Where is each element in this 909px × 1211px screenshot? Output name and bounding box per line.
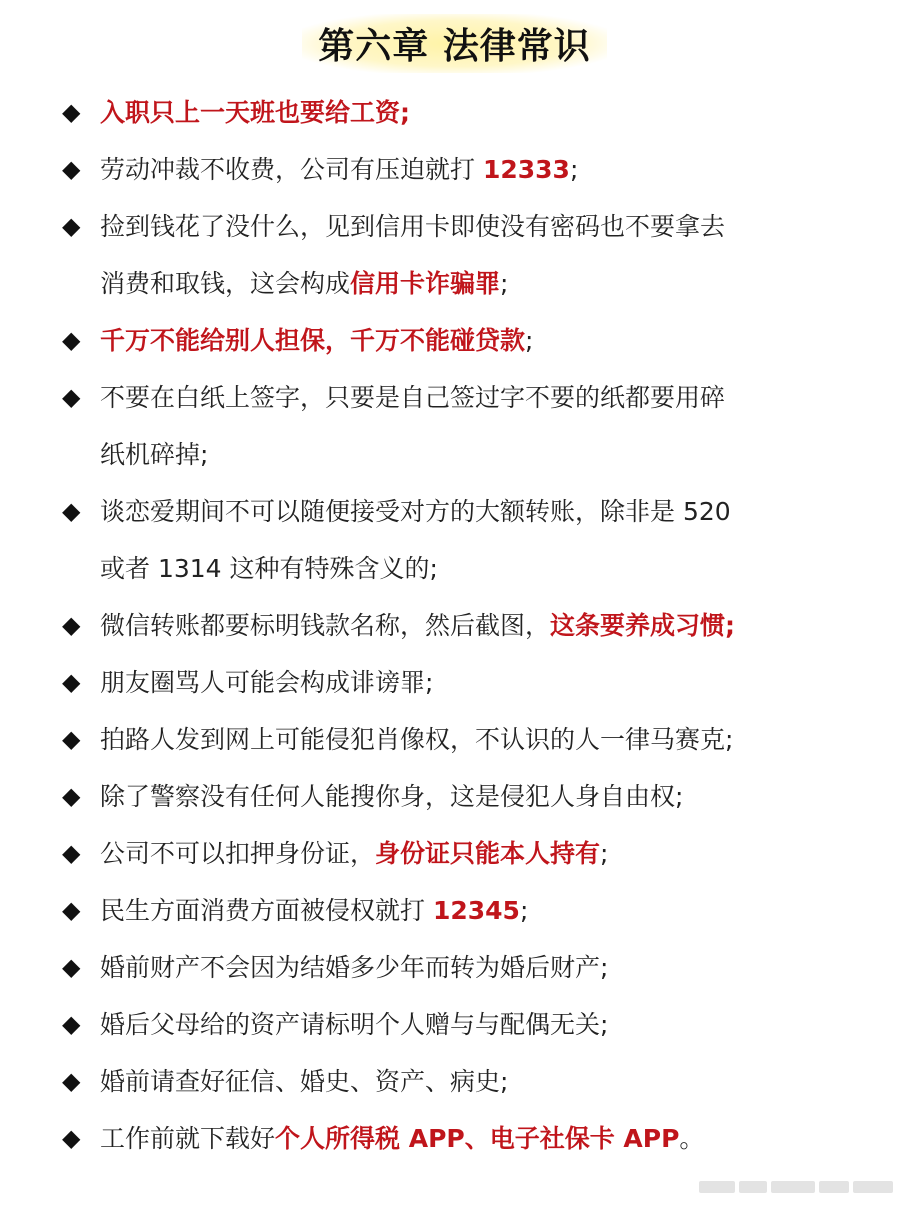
watermark-block	[853, 1181, 893, 1193]
item-text: 不要在白纸上签字，只要是自己签过字不要的纸都要用碎	[100, 383, 726, 412]
item-text: 民生方面消费方面被侵权就打	[100, 896, 433, 925]
highlighted-text: 信用卡诈骗罪	[350, 269, 501, 298]
item-text: ;	[600, 839, 609, 868]
item-text: 消费和取钱，这会构成	[100, 269, 351, 298]
highlighted-text: 12345	[432, 896, 520, 925]
watermark-block	[819, 1181, 849, 1193]
list-item	[62, 483, 892, 540]
diamond-bullet-icon: ◆	[62, 383, 81, 411]
item-text: 捡到钱花了没什么，见到信用卡即使没有密码也不要拿去	[100, 212, 726, 241]
list-item	[62, 654, 892, 711]
list-item	[62, 84, 892, 141]
item-text: 劳动冲裁不收费，公司有压迫就打	[100, 155, 483, 184]
list-item	[62, 882, 892, 939]
item-text: 谈恋爱期间不可以随便接受对方的大额转账，除非是 520	[100, 497, 731, 526]
diamond-bullet-icon: ◆	[62, 1010, 81, 1038]
diamond-bullet-icon: ◆	[62, 725, 81, 753]
diamond-bullet-icon: ◆	[62, 668, 81, 696]
list-item	[62, 369, 892, 426]
highlighted-text: 12333	[482, 155, 570, 184]
item-text: 微信转账都要标明钱款名称，然后截图，	[100, 611, 551, 640]
item-text: 婚后父母给的资产请标明个人赠与与配偶无关;	[100, 1010, 609, 1039]
diamond-bullet-icon: ◆	[62, 1124, 81, 1152]
diamond-bullet-icon: ◆	[62, 839, 81, 867]
highlighted-text: 千万不能给别人担保，千万不能碰贷款	[100, 326, 526, 355]
diamond-bullet-icon: ◆	[62, 497, 81, 525]
list-item	[62, 198, 892, 255]
list-item	[62, 825, 892, 882]
watermark-block	[771, 1181, 815, 1193]
highlighted-text: 这条要养成习惯;	[550, 611, 736, 640]
list-item	[62, 768, 892, 825]
item-text: ;	[519, 896, 529, 925]
watermark-block	[739, 1181, 767, 1193]
item-text: 公司不可以扣押身份证，	[100, 839, 376, 868]
list-item	[62, 1053, 892, 1110]
diamond-bullet-icon: ◆	[62, 782, 81, 810]
item-text: 朋友圈骂人可能会构成诽谤罪;	[100, 668, 434, 697]
diamond-bullet-icon: ◆	[62, 326, 81, 354]
item-text: 婚前请查好征信、婚史、资产、病史;	[100, 1067, 509, 1096]
list-item	[62, 255, 892, 312]
highlighted-text: 入职只上一天班也要给工资;	[100, 98, 410, 127]
item-text: 工作前就下载好	[100, 1124, 276, 1153]
list-item	[62, 1110, 892, 1167]
item-text: ;	[500, 269, 509, 298]
list-item	[62, 426, 892, 483]
item-text: 纸机碎掉;	[100, 440, 209, 469]
list-item	[62, 996, 892, 1053]
item-text: 或者 1314 这种有特殊含义的;	[100, 554, 438, 583]
item-text: ;	[569, 155, 579, 184]
list-item	[62, 597, 892, 654]
list-item	[62, 312, 892, 369]
item-text: ;	[525, 326, 534, 355]
title-wrap	[0, 14, 909, 73]
list-item	[62, 141, 892, 198]
page-title: 第六章 法律常识	[302, 14, 607, 73]
diamond-bullet-icon: ◆	[62, 98, 81, 126]
highlighted-text: 身份证只能本人持有	[375, 839, 601, 868]
item-text: 拍路人发到网上可能侵犯肖像权，不认识的人一律马赛克;	[100, 725, 734, 754]
item-text: 婚前财产不会因为结婚多少年而转为婚后财产;	[100, 953, 609, 982]
diamond-bullet-icon: ◆	[62, 1067, 81, 1095]
diamond-bullet-icon: ◆	[62, 155, 81, 183]
diamond-bullet-icon: ◆	[62, 896, 81, 924]
diamond-bullet-icon: ◆	[62, 611, 81, 639]
watermark	[699, 1177, 899, 1197]
watermark-block	[699, 1181, 735, 1193]
highlighted-text: 个人所得税 APP、电子社保卡 APP	[275, 1124, 680, 1153]
law-tips-list	[62, 84, 892, 1167]
list-item	[62, 711, 892, 768]
diamond-bullet-icon: ◆	[62, 212, 81, 240]
item-text: 除了警察没有任何人能搜你身，这是侵犯人身自由权;	[100, 782, 684, 811]
item-text: 。	[679, 1124, 705, 1153]
list-item	[62, 939, 892, 996]
list-item	[62, 540, 892, 597]
diamond-bullet-icon: ◆	[62, 953, 81, 981]
